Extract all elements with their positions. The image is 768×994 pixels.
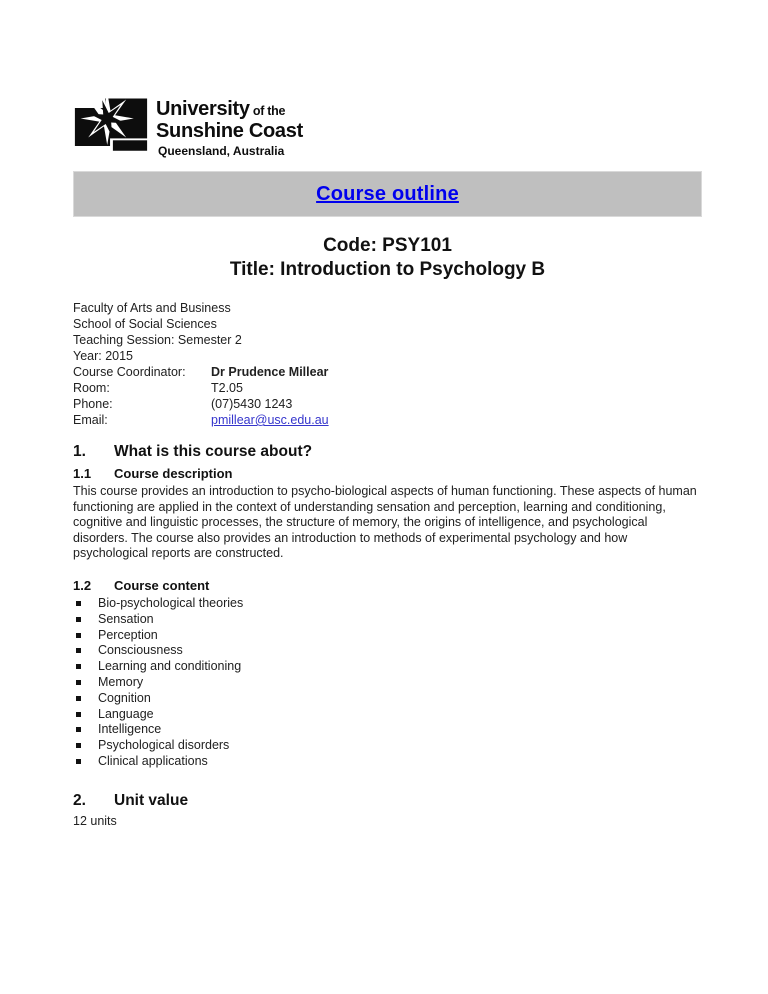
school-line: School of Social Sciences [73,317,217,331]
email-row [73,412,702,428]
email-label: Email: [73,413,108,427]
university-tagline: Queensland, Australia [158,144,285,158]
document-page [73,0,702,829]
teaching-session-line: Teaching Session: Semester 2 [73,333,242,347]
section-1-1-title: Course description [114,466,233,481]
course-code: Code: PSY101 [323,235,452,256]
list-item: Bio-psychological theories [73,596,702,612]
coordinator-label: Course Coordinator: [73,365,186,379]
university-wordmark [156,99,303,158]
unit-value-text: 12 units [73,813,117,828]
section-1-2-title: Course content [114,577,210,593]
course-info-block [73,300,702,428]
list-item: Perception [73,628,702,644]
phone-label: Phone: [73,397,113,411]
course-outline-link[interactable]: Course outline [316,182,459,205]
course-outline-banner [73,171,702,217]
section-1-2-heading [73,577,702,594]
list-item: Clinical applications [73,754,702,770]
email-link[interactable]: pmillear@usc.edu.au [211,413,329,427]
course-title: Title: Introduction to Psychology B [229,259,546,280]
coordinator-row [73,364,702,380]
section-2-heading [73,791,702,811]
phone-row [73,396,702,412]
list-item: Learning and conditioning [73,659,702,675]
faculty-line: Faculty of Arts and Business [73,301,231,315]
list-item: Memory [73,675,702,691]
list-item: Language [73,707,702,723]
room-row [73,380,702,396]
phone-value: (07)5430 1243 [211,397,293,411]
course-title-block [73,234,702,282]
section-1-2-number: 1.2 [73,577,92,593]
section-1-heading [73,442,702,462]
list-item: Psychological disorders [73,738,702,754]
course-content-list [73,596,702,770]
list-item: Consciousness [73,643,702,659]
room-value: T2.05 [211,381,243,395]
course-description-paragraph: This course provides an introduction to psycho-biological aspects of human functioning. These aspects of human functioning are applied in the context of understanding sensation and perception, learning and conditioning, cognitive and linguistic processes, the structure of memory, the origins of intelligence, and psychological disorders. The course also provides an introduction to methods of experimental psychology and how psychological reports are constructed. [73,484,697,561]
section-2-number: 2. [73,791,86,809]
list-item: Sensation [73,612,702,628]
coordinator-value: Dr Prudence Millear [211,365,329,379]
section-1-number: 1. [73,443,86,460]
university-name-line2: Sunshine Coast [156,120,303,142]
university-logo [73,97,702,158]
room-label: Room: [73,381,110,395]
section-1-1-number: 1.1 [73,466,92,481]
section-1-1-heading [73,465,702,482]
section-2-title: Unit value [114,791,189,809]
list-item: Cognition [73,691,702,707]
university-name-line1: University of the [156,98,286,120]
list-item: Intelligence [73,722,702,738]
usc-logo-icon [73,97,149,157]
section-1-title: What is this course about? [114,443,313,460]
year-line: Year: 2015 [73,349,134,363]
